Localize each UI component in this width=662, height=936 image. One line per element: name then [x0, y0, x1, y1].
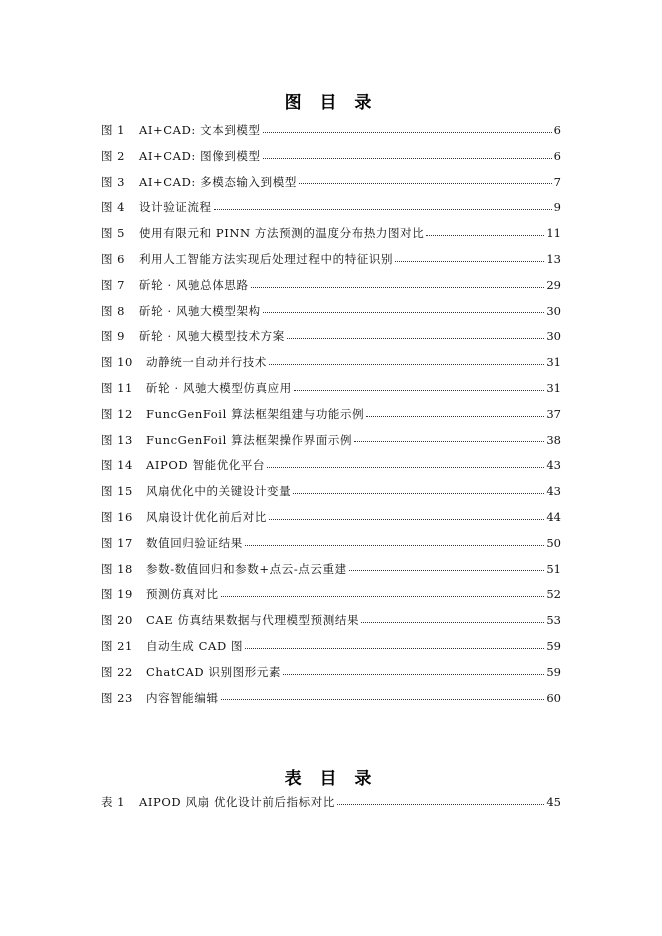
dot-leader: [221, 595, 545, 597]
toc-entry[interactable]: [101, 479, 561, 505]
toc-entry-page: 9: [553, 200, 561, 215]
dot-leader: [293, 492, 544, 494]
toc-entry-number: 图 21: [101, 638, 133, 653]
toc-entry-title: AI+CAD: 多模态输入到模型: [139, 174, 297, 189]
toc-entry[interactable]: [101, 118, 561, 144]
dot-leader: [337, 803, 544, 805]
toc-entry-page: 53: [546, 613, 561, 628]
toc-entry-title: 斫轮 · 风驰大模型架构: [139, 303, 261, 318]
toc-entry-title: ChatCAD 识别图形元素: [146, 664, 282, 679]
toc-entry-number: 图 6: [101, 251, 125, 266]
toc-entry[interactable]: [101, 453, 561, 479]
toc-entry-number: 图 1: [101, 123, 125, 137]
toc-entry-number: 图 11: [101, 380, 133, 395]
toc-entry[interactable]: [101, 402, 561, 428]
dot-leader: [283, 673, 544, 675]
toc-entry[interactable]: [101, 557, 561, 583]
toc-entry-number: 图 14: [101, 458, 133, 473]
dot-leader: [263, 131, 552, 133]
dot-leader: [294, 389, 544, 391]
dot-leader: [426, 234, 544, 236]
toc-entry-number: 图 19: [101, 587, 133, 602]
toc-entry-number: 图 20: [101, 613, 133, 628]
toc-entry-title: 参数-数值回归和参数+点云-点云重建: [146, 561, 347, 576]
toc-entry-number: 图 9: [101, 329, 125, 344]
toc-entry-title: 设计验证流程: [139, 200, 212, 215]
toc-entry[interactable]: [101, 221, 561, 247]
toc-entry-page: 52: [546, 587, 561, 602]
figure-list-heading: 图 目 录: [284, 93, 378, 113]
toc-entry[interactable]: [101, 505, 561, 531]
dot-leader: [269, 518, 544, 520]
toc-entry[interactable]: [101, 428, 561, 454]
toc-entry[interactable]: [101, 660, 561, 686]
toc-entry-page: 6: [553, 123, 561, 137]
toc-entry-number: 图 15: [101, 484, 133, 499]
toc-entry-page: 43: [546, 458, 561, 473]
toc-entry-title: AIPOD 智能优化平台: [146, 458, 266, 473]
toc-entry[interactable]: [101, 350, 561, 376]
toc-entry-title: FuncGenFoil 算法框架组建与功能示例: [146, 406, 365, 421]
toc-entry-title: 斫轮 · 风驰大模型仿真应用: [146, 380, 292, 395]
toc-entry-number: 图 8: [101, 303, 125, 318]
toc-entry-page: 31: [546, 380, 561, 395]
toc-entry-number: 图 18: [101, 561, 133, 576]
dot-leader: [221, 698, 545, 700]
toc-entry-title: 利用人工智能方法实现后处理过程中的特征识别: [139, 251, 394, 266]
toc-entry-title: 使用有限元和 PINN 方法预测的温度分布热力图对比: [139, 226, 425, 241]
dot-leader: [251, 286, 545, 288]
toc-entry-page: 13: [546, 251, 561, 266]
toc-entry-number: 图 3: [101, 174, 125, 189]
toc-entry-number: 图 2: [101, 148, 125, 163]
toc-entry[interactable]: [101, 144, 561, 170]
toc-entry-page: 59: [546, 664, 561, 679]
toc-entry[interactable]: [101, 531, 561, 557]
toc-entry[interactable]: [101, 686, 561, 712]
toc-entry[interactable]: [101, 582, 561, 608]
toc-entry-number: 图 23: [101, 690, 133, 705]
toc-entry-page: 51: [546, 561, 561, 576]
toc-entry-page: 38: [546, 432, 561, 447]
toc-entry[interactable]: [101, 324, 561, 350]
toc-entry-page: 11: [546, 226, 561, 241]
toc-entry-number: 图 10: [101, 355, 133, 370]
toc-entry[interactable]: [101, 634, 561, 660]
toc-entry-number: 图 17: [101, 535, 133, 550]
dot-leader: [366, 415, 544, 417]
dot-leader: [263, 311, 545, 313]
toc-entry-page: 59: [546, 638, 561, 653]
dot-leader: [269, 363, 544, 365]
toc-entry-title: 预测仿真对比: [146, 587, 219, 602]
toc-entry[interactable]: [101, 273, 561, 299]
toc-entry-number: 图 12: [101, 406, 133, 421]
toc-entry-number: 图 5: [101, 226, 125, 241]
toc-entry[interactable]: [101, 790, 561, 816]
toc-entry-page: 30: [546, 303, 561, 318]
toc-entry-page: 30: [546, 329, 561, 344]
dot-leader: [287, 337, 544, 339]
toc-entry-title: FuncGenFoil 算法框架操作界面示例: [146, 432, 353, 447]
dot-leader: [245, 647, 544, 649]
toc-entry-title: AI+CAD: 图像到模型: [139, 148, 261, 163]
toc-entry[interactable]: [101, 608, 561, 634]
figure-list: [101, 118, 561, 711]
dot-leader: [263, 157, 552, 159]
toc-entry-title: 斫轮 · 风驰总体思路: [139, 277, 249, 292]
toc-entry-number: 图 13: [101, 432, 133, 447]
table-list: [101, 790, 561, 816]
dot-leader: [349, 569, 545, 571]
toc-entry-title: 风扇优化中的关键设计变量: [146, 484, 292, 499]
toc-entry-page: 60: [546, 690, 561, 705]
dot-leader: [267, 466, 544, 468]
toc-entry-page: 45: [546, 795, 561, 809]
toc-entry-title: AIPOD 风扇 优化设计前后指标对比: [139, 795, 335, 809]
toc-entry-title: 斫轮 · 风驰大模型技术方案: [139, 329, 285, 344]
toc-entry-title: CAE 仿真结果数据与代理模型预测结果: [146, 613, 360, 628]
toc-entry-title: AI+CAD: 文本到模型: [139, 123, 261, 137]
toc-entry-page: 50: [546, 535, 561, 550]
toc-entry[interactable]: [101, 170, 561, 196]
toc-entry-page: 7: [553, 174, 561, 189]
toc-entry-number: 表 1: [101, 795, 125, 809]
toc-entry-page: 29: [546, 277, 561, 292]
toc-entry-title: 风扇设计优化前后对比: [146, 509, 267, 524]
dot-leader: [299, 182, 552, 184]
toc-entry-page: 31: [546, 355, 561, 370]
toc-entry-title: 数值回归验证结果: [146, 535, 243, 550]
toc-entry-number: 图 16: [101, 509, 133, 524]
dot-leader: [354, 440, 544, 442]
toc-entry[interactable]: [101, 299, 561, 325]
toc-entry[interactable]: [101, 376, 561, 402]
toc-entry[interactable]: [101, 247, 561, 273]
toc-entry-title: 内容智能编辑: [146, 690, 219, 705]
dot-leader: [395, 260, 544, 262]
toc-entry-title: 自动生成 CAD 图: [146, 638, 244, 653]
toc-entry-number: 图 22: [101, 664, 133, 679]
toc-entry-page: 43: [546, 484, 561, 499]
dot-leader: [214, 208, 552, 210]
toc-entry-number: 图 7: [101, 277, 125, 292]
toc-entry-page: 37: [546, 406, 561, 421]
dot-leader: [361, 621, 544, 623]
toc-entry-number: 图 4: [101, 200, 125, 215]
table-list-heading: 表 目 录: [284, 769, 378, 789]
toc-entry-page: 6: [553, 148, 561, 163]
toc-entry-title: 动静统一自动并行技术: [146, 355, 267, 370]
toc-entry-page: 44: [546, 509, 561, 524]
toc-entry[interactable]: [101, 195, 561, 221]
dot-leader: [245, 544, 545, 546]
